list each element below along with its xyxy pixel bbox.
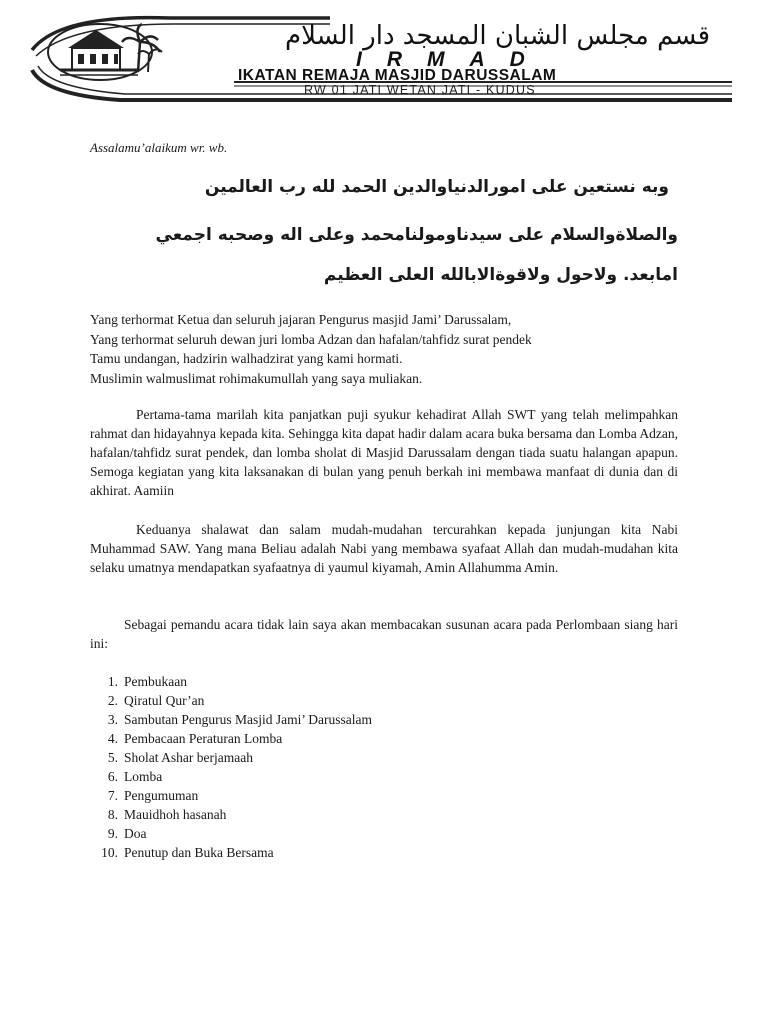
arabic-opening-line-2: والصلاةوالسلام على سيدناومولنامحمد وعلى اله وصحبه اجمعي	[155, 225, 678, 245]
arabic-opening-line-1: وبه نستعين على امورالدنياوالدين الحمد لله رب العالمين	[204, 177, 669, 197]
agenda-item-text: Mauidhoh hasanah	[124, 807, 227, 822]
greeting: Assalamu’alaikum wr. wb.	[90, 140, 228, 155]
agenda-item-text: Sholat Ashar berjamaah	[124, 750, 253, 765]
agenda-item-text: Pengumuman	[124, 788, 199, 803]
agenda-item-number: 8.	[107, 807, 118, 822]
agenda-item-number: 4.	[107, 731, 118, 746]
agenda-item-text: Pembukaan	[124, 674, 187, 689]
paragraph-shalawat: Keduanya shalawat dan salam mudah-mudahan tercurahkan kepada junjungan kita Nabi Muhammad SAW. Yang mana Beliau adalah Nabi yang membawa syafaat Allah dan mudah-mudahan kita selaku umatnya mendapatkan syafaatnya di yaumul kiyamah, Amin Allahumma Amin.	[90, 522, 678, 575]
agenda-item	[90, 805, 372, 824]
org-address: RW 01 JATI WETAN JATI - KUDUS	[304, 83, 536, 97]
agenda-item	[90, 748, 372, 767]
agenda-item	[90, 786, 372, 805]
letterhead	[0, 0, 768, 110]
paragraph-opening-praise: Pertama-tama marilah kita panjatkan puji syukur kehadirat Allah SWT yang telah melimpahkan rahmat dan hidayahnya kepada kita. Sehingga kita dapat hadir dalam acara buka bersama dan Lomba Adzan, hafalan/tahfidz surat pendek, dan lomba sholat di Masjid Darussalam dengan tiada suatu halangan apapun. Semoga kegiatan yang kita laksanakan di bulan yang penuh berkah ini membawa manfaat di dunia dan di akhirat. Aamiin	[90, 407, 678, 498]
salutation-line: Tamu undangan, hadzirin walhadzirat yang kami hormati.	[90, 351, 403, 366]
agenda-item-number: 9.	[107, 826, 118, 841]
agenda-item-number: 3.	[107, 712, 118, 727]
agenda-item-text: Sambutan Pengurus Masjid Jami’ Darussalam	[124, 712, 372, 727]
salutation-block	[90, 310, 532, 388]
agenda-item	[90, 767, 372, 786]
mosque-logo-icon	[38, 12, 178, 92]
agenda-item-text: Doa	[124, 826, 147, 841]
arabic-org-title: قسم مجلس الشبان المسجد دار السلام	[284, 21, 710, 51]
agenda-item-number: 10.	[101, 845, 118, 860]
salutation-line: Yang terhormat Ketua dan seluruh jajaran Pengurus masjid Jami’ Darussalam,	[90, 312, 512, 327]
salutation-line: Yang terhormat seluruh dewan juri lomba Adzan dan hafalan/tahfidz surat pendek	[90, 331, 532, 347]
agenda-item-number: 2.	[107, 693, 118, 708]
arabic-opening-line-3: امابعد. ولاحول ولاقوةالابالله العلى العظيم	[323, 265, 678, 285]
agenda-item	[90, 729, 372, 748]
agenda-item	[90, 824, 372, 843]
agenda-item-number: 5.	[107, 750, 118, 765]
agenda-item-text: Qiratul Qur’an	[124, 693, 205, 708]
agenda-item	[90, 691, 372, 710]
agenda-item	[90, 710, 372, 729]
agenda-item-text: Pembacaan Peraturan Lomba	[124, 731, 283, 746]
agenda-item-number: 6.	[107, 769, 118, 784]
agenda-list	[90, 672, 372, 862]
org-abbreviation: IRMAD	[356, 48, 550, 71]
agenda-item-text: Lomba	[124, 769, 163, 784]
agenda-item-number: 7.	[107, 788, 118, 803]
salutation-line: Muslimin walmuslimat rohimakumullah yang saya muliakan.	[90, 370, 423, 386]
agenda-item	[90, 672, 372, 691]
paragraph-agenda-intro: Sebagai pemandu acara tidak lain saya akan membacakan susunan acara pada Perlombaan siang hari ini:	[90, 617, 678, 651]
agenda-item-text: Penutup dan Buka Bersama	[124, 845, 274, 860]
org-name: IKATAN REMAJA MASJID DARUSSALAM	[238, 67, 557, 84]
agenda-item	[90, 843, 372, 862]
agenda-item-number: 1.	[107, 674, 118, 689]
